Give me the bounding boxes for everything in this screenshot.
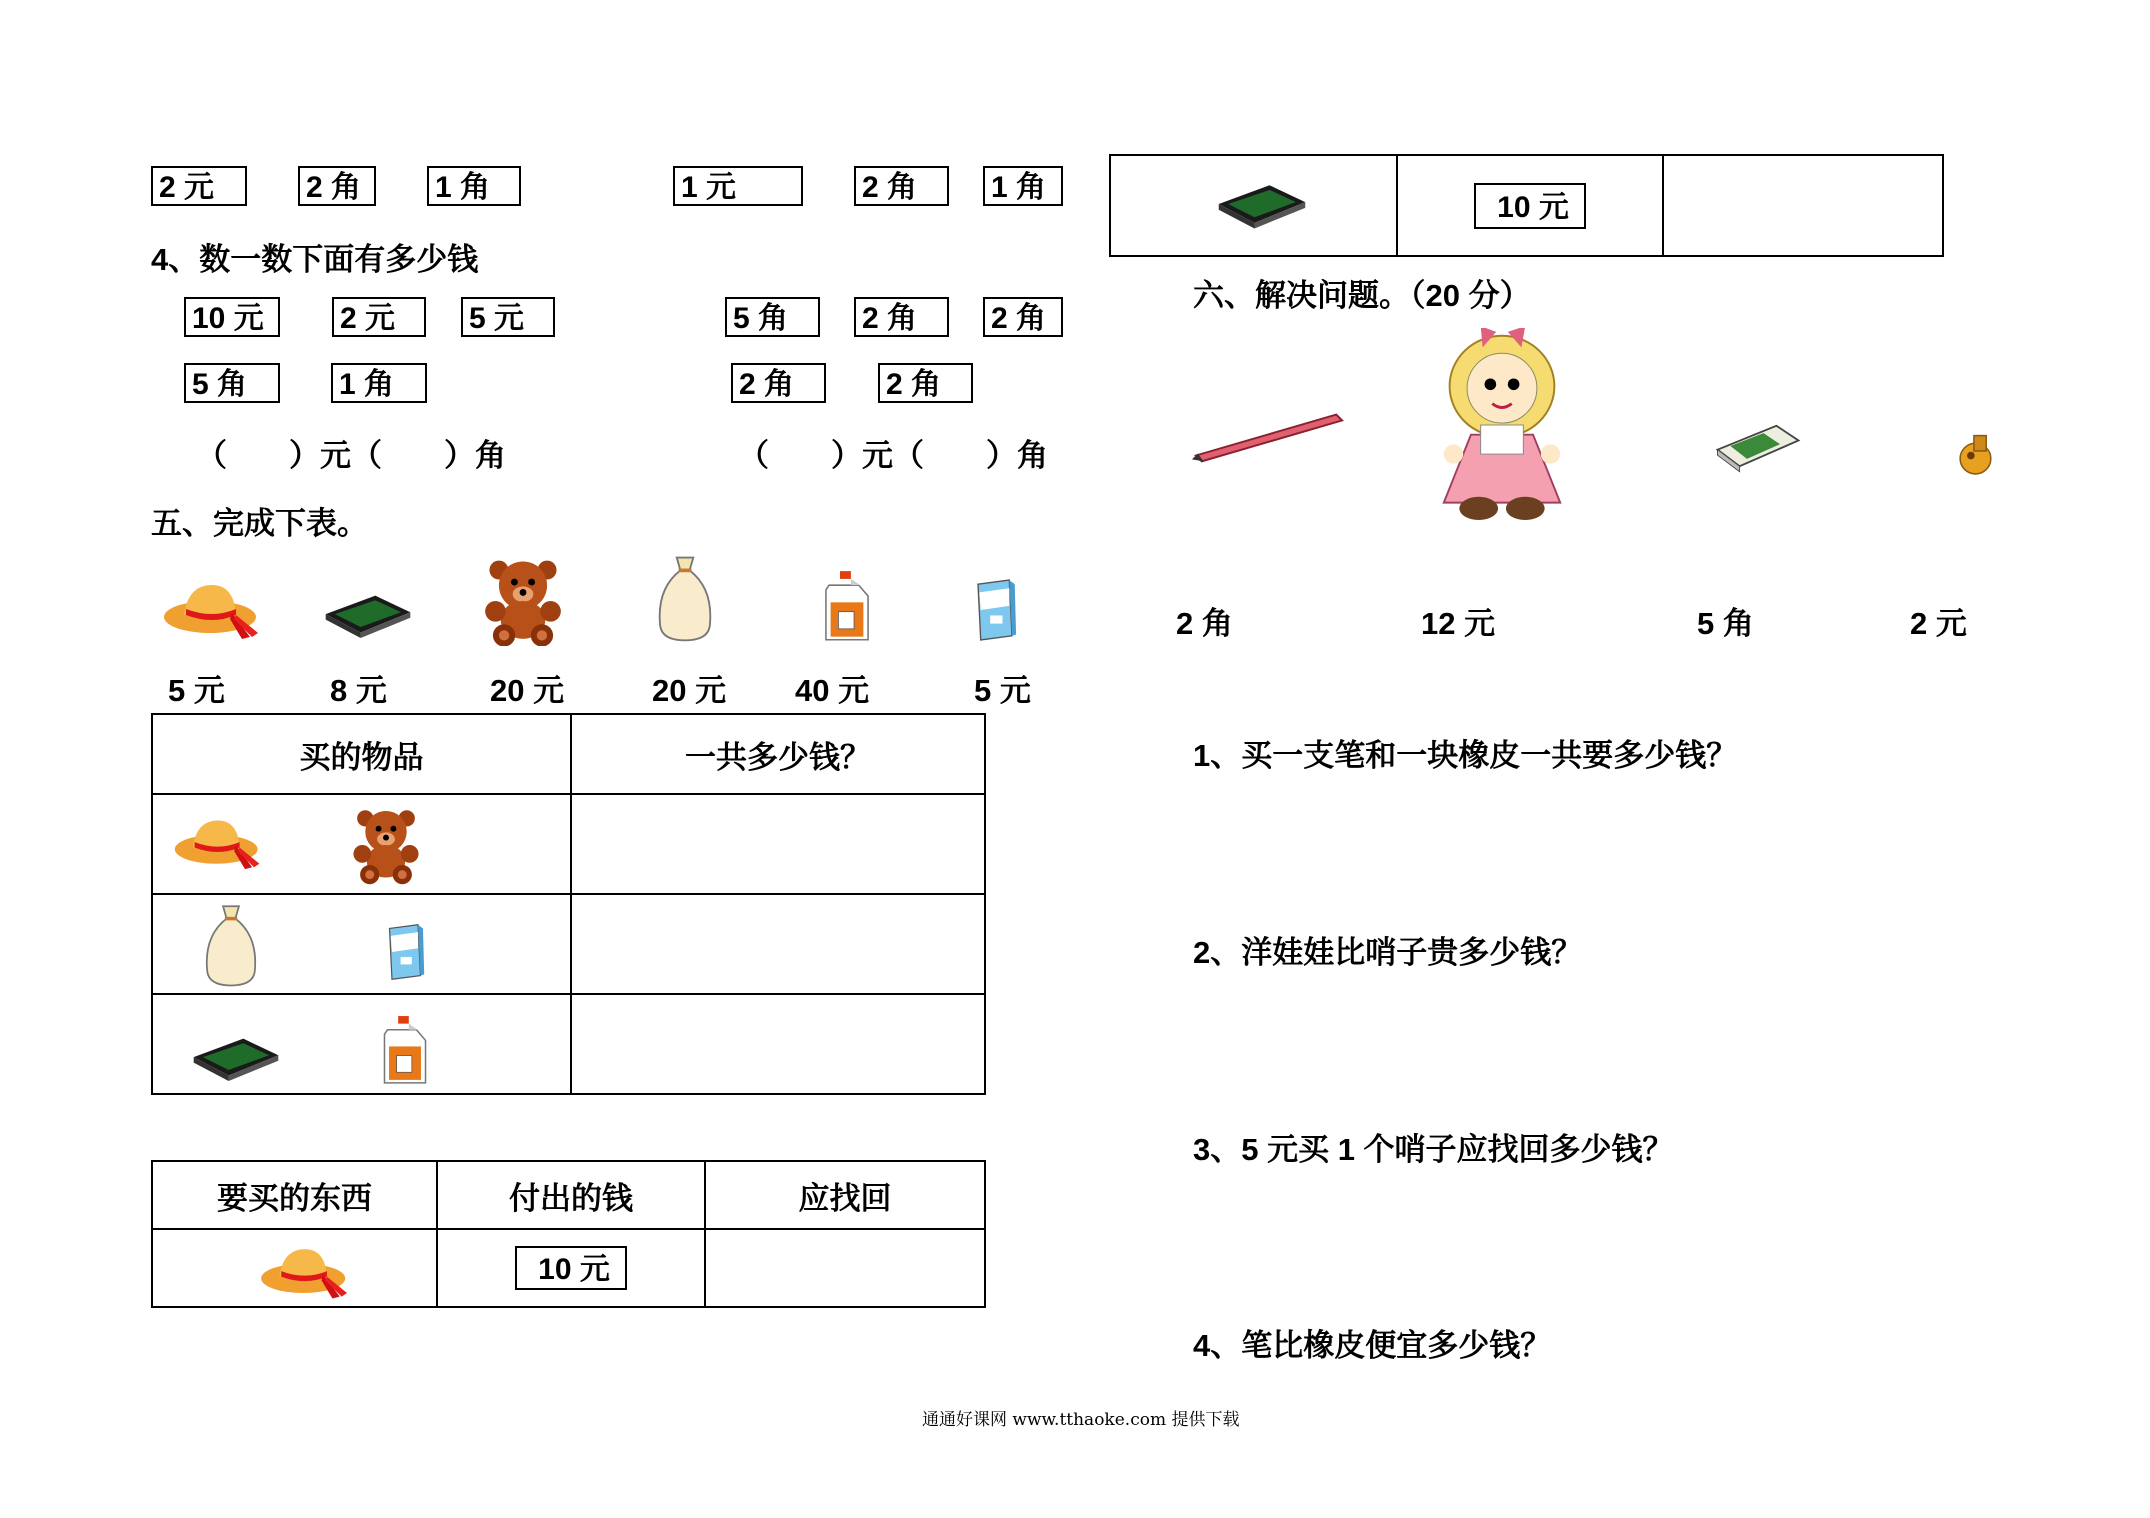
price-pen: 2 角 [1176,606,1233,641]
price-hat: 5 元 [168,673,225,708]
jerrycan-icon [377,1013,433,1089]
top-right-table-paid [1397,155,1663,256]
q4-left-row1-1: 10 元 [184,297,280,337]
q4-answer-left[interactable]: （ ）元（ ）角 [196,438,506,473]
question-3: 3、5 元买 1 个哨子应找回多少钱？ [1193,1132,1674,1167]
sack-icon [652,552,718,644]
purchase-table [151,713,986,1095]
q4-right-row1-3: 2 角 [983,297,1063,337]
change-table-item [152,1229,437,1307]
q3-coin-left-2: 2 角 [298,166,376,206]
price-doll: 12 元 [1421,606,1496,641]
q3-coin-left-1: 2 元 [151,166,247,206]
change-table [151,1160,986,1308]
question-2: 2、洋娃娃比哨子贵多少钱？ [1193,935,1583,970]
change-table-header-change: 应找回 [705,1161,985,1229]
purchase-row-2-items [152,894,571,994]
footer-credit: 通通好课网 www.tthaoke.com 提供下载 [922,1410,1240,1430]
blackboard-icon [189,1035,283,1081]
teddy-bear-icon [480,556,566,646]
purchase-row-1-total[interactable] [571,794,985,894]
doll-icon [1424,328,1580,522]
q4-left-row1-2: 2 元 [332,297,426,337]
q3-coin-left-3: 1 角 [427,166,521,206]
section5-title: 五、完成下表。 [151,506,368,541]
q4-right-row1-1: 5 角 [725,297,820,337]
price-jerrycan: 40 元 [795,673,870,708]
price-carton: 5 元 [974,673,1031,708]
purchase-row-3-items [152,994,571,1094]
purchase-table-header-items: 买的物品 [152,714,571,794]
change-table-header-item: 要买的东西 [152,1161,437,1229]
q4-left-row2-2: 1 角 [331,363,427,403]
top-right-table-paid-bill: 10 元 [1474,183,1586,229]
question-4: 4、笔比橡皮便宜多少钱？ [1193,1328,1552,1363]
purchase-table-header-total: 一共多少钱？ [571,714,985,794]
top-right-table-item [1110,155,1397,256]
purchase-row-1-items [152,794,571,894]
teddy-bear-icon [349,805,423,885]
sack-icon [199,901,263,989]
q3-coin-right-3: 1 角 [983,166,1063,206]
q3-coin-right-2: 2 角 [854,166,949,206]
top-right-table-change[interactable] [1663,155,1943,256]
eraser-icon [1712,418,1804,474]
price-eraser: 5 角 [1697,606,1754,641]
change-table-change[interactable] [705,1229,985,1307]
purchase-row-2-total[interactable] [571,894,985,994]
carton-icon [379,921,431,983]
change-table-paid-bill: 10 元 [515,1246,627,1290]
question-1: 1、买一支笔和一块橡皮一共要多少钱？ [1193,738,1738,773]
q4-left-row1-3: 5 元 [461,297,555,337]
carton-icon [966,576,1024,644]
blackboard-icon [1215,180,1309,230]
price-teddy-bear: 20 元 [490,673,565,708]
q3-coin-right-1: 1 元 [673,166,803,206]
hat-icon [162,575,262,645]
pen-icon [1190,406,1346,466]
top-right-table [1109,154,1944,257]
q4-answer-right[interactable]: （ ）元（ ）角 [738,438,1048,473]
blackboard-icon [322,592,414,638]
hat-icon [173,811,263,875]
jerrycan-icon [818,568,876,646]
price-sack: 20 元 [652,673,727,708]
price-whistle: 2 元 [1910,606,1967,641]
change-table-paid [437,1229,705,1307]
section6-title: 六、解决问题。（20 分） [1193,278,1531,313]
q4-right-row2-2: 2 角 [878,363,973,403]
q4-title: 4、数一数下面有多少钱 [151,242,479,277]
q4-right-row2-1: 2 角 [731,363,826,403]
hat-icon [259,1240,351,1304]
q4-left-row2-1: 5 角 [184,363,280,403]
change-table-header-paid: 付出的钱 [437,1161,705,1229]
q4-right-row1-2: 2 角 [854,297,949,337]
purchase-row-3-total[interactable] [571,994,985,1094]
whistle-icon [1954,430,2000,478]
price-blackboard: 8 元 [330,673,387,708]
